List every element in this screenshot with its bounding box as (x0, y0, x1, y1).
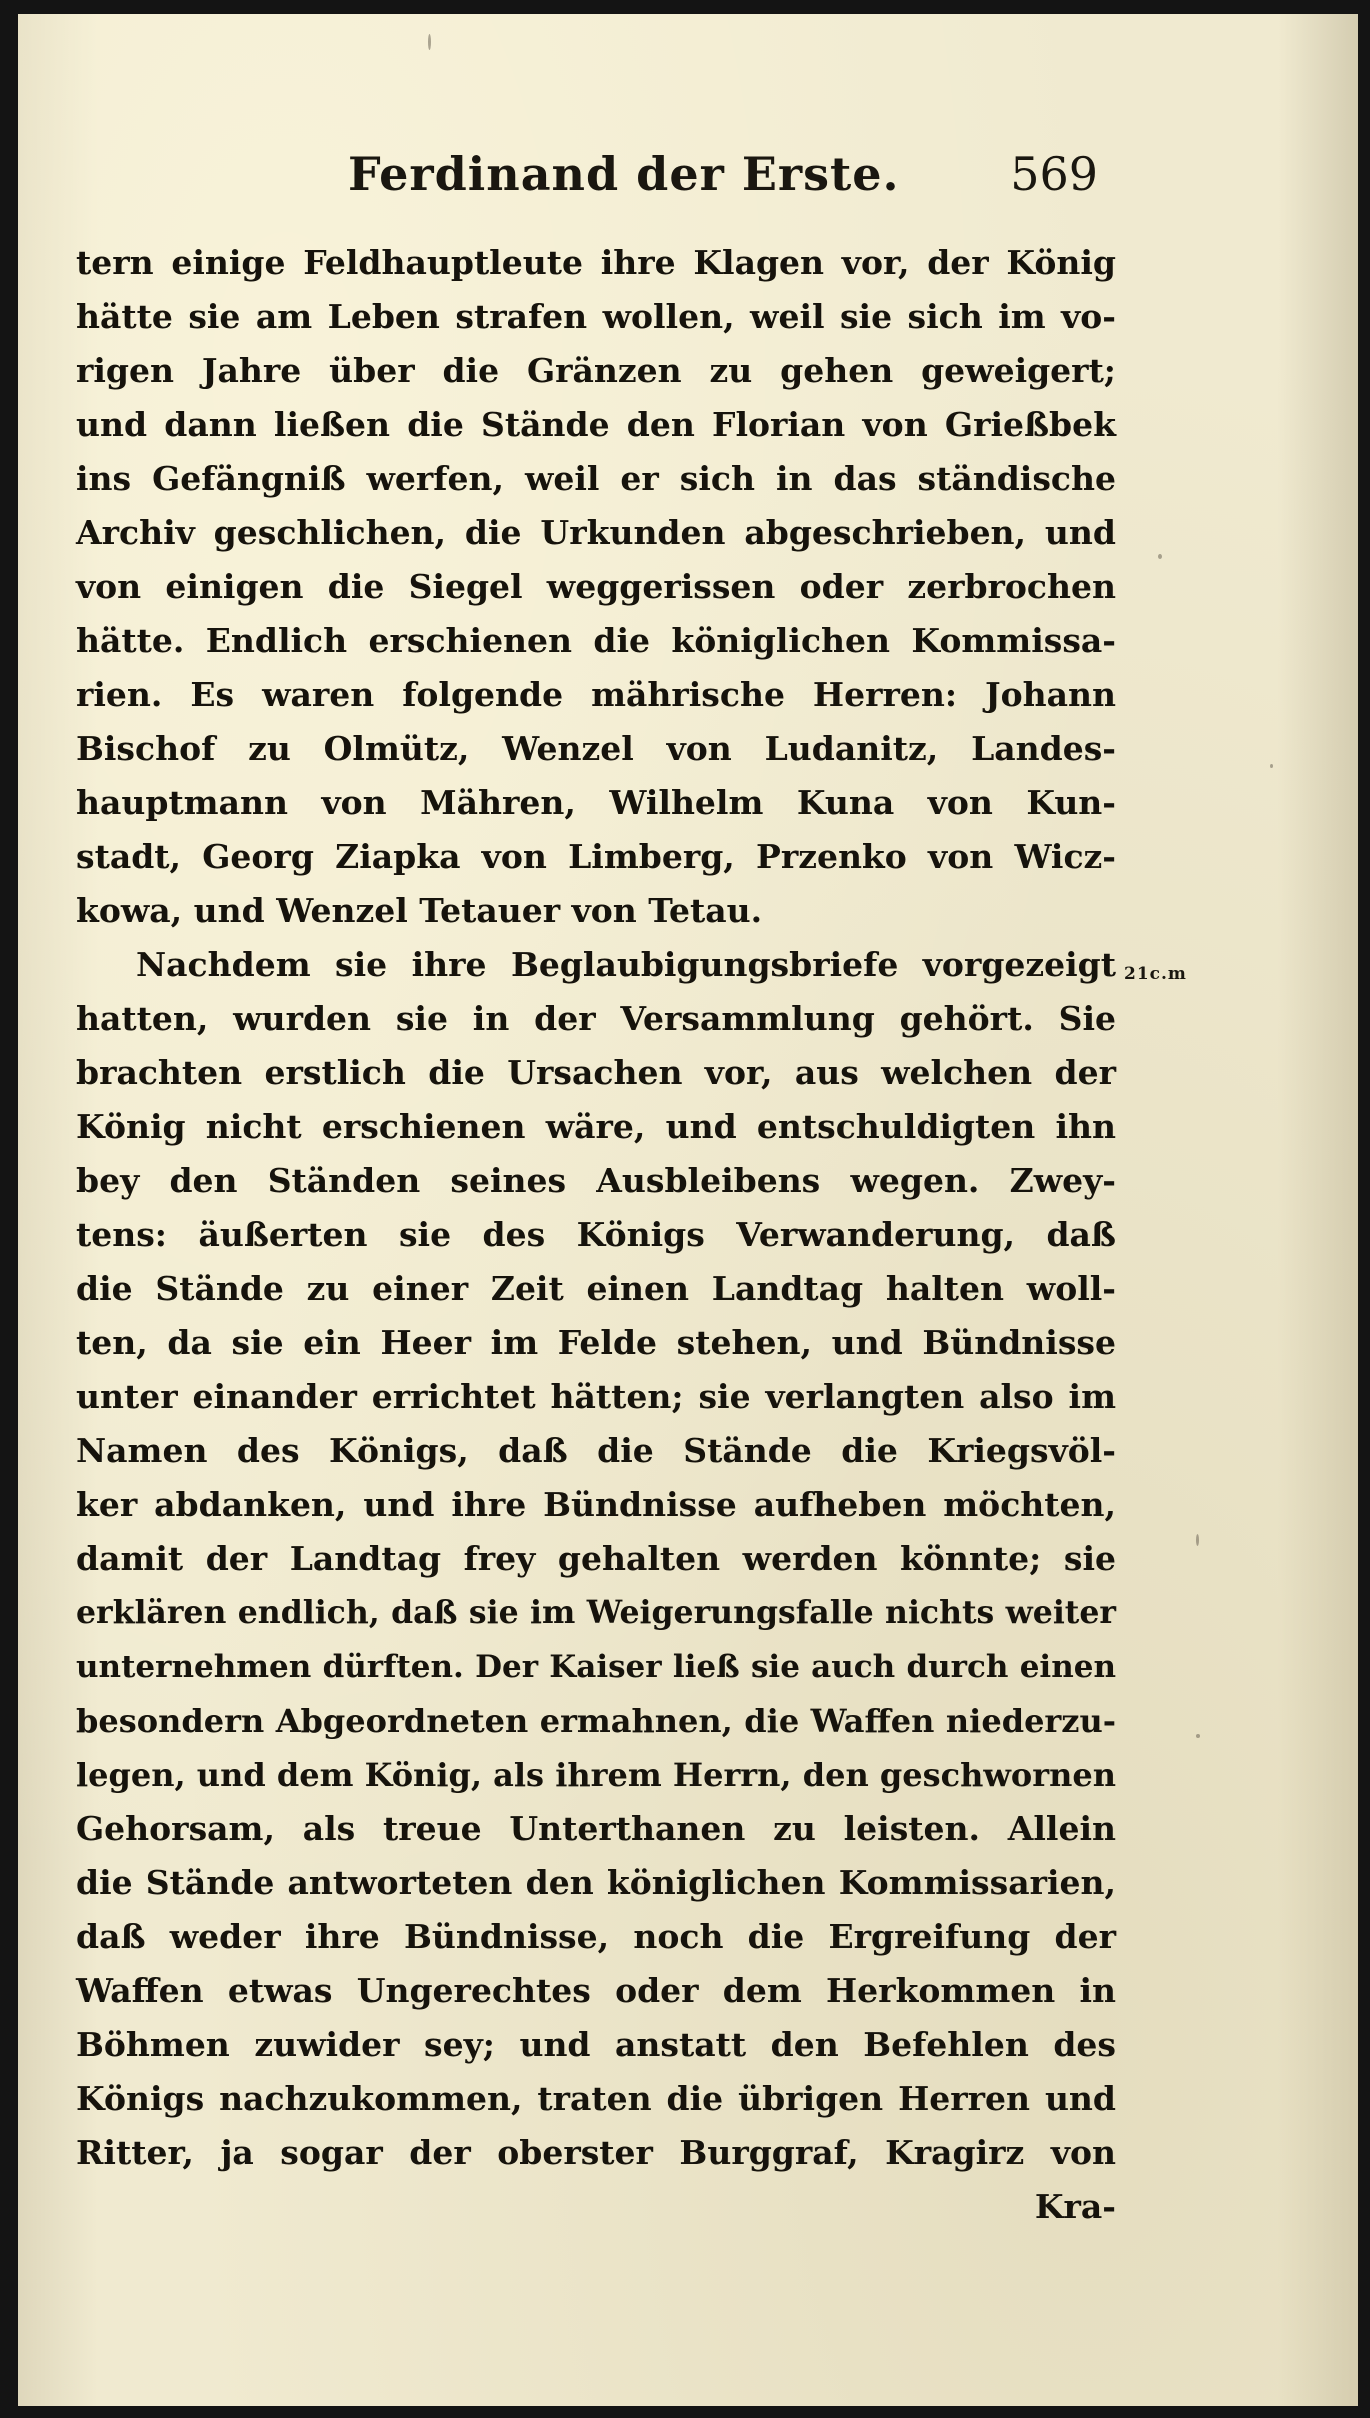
paper-speck (1196, 1734, 1200, 1738)
text-line: ten, da sie ein Heer im Felde stehen, und Bündnisse (76, 1323, 1116, 1362)
paper-speck (1158, 554, 1162, 559)
text-line: König nicht erschienen wäre, und entschuldigten ihn (76, 1107, 1116, 1146)
text-line: Königs nachzukommen, traten die übrigen Herren und (76, 2079, 1116, 2118)
text-line: Gehorsam, als treue Unterthanen zu leisten. Allein (76, 1809, 1116, 1848)
paper-speck (428, 34, 431, 50)
text-line: hätte. Endlich erschienen die königlichen Kommissa- (76, 621, 1116, 660)
text-line: hätte sie am Leben strafen wollen, weil sie sich im vo- (76, 297, 1116, 336)
text-line: ins Gefängniß werfen, weil er sich in das ständische (76, 459, 1116, 498)
text-line: tern einige Feldhauptleute ihre Klagen vor, der König (76, 243, 1116, 282)
text-line: und dann ließen die Stände den Florian von Grießbek (76, 405, 1116, 444)
text-line: Archiv geschlichen, die Urkunden abgeschrieben, und (76, 513, 1116, 552)
page-number: 569 (1010, 147, 1098, 201)
text-line: Waffen etwas Ungerechtes oder dem Herkommen in (76, 1971, 1116, 2010)
text-line: Kra- (1034, 2187, 1116, 2226)
margin-note: 21c.m (1124, 964, 1187, 984)
page-header (328, 134, 1098, 214)
text-line: von einigen die Siegel weggerissen oder zerbrochen (76, 567, 1116, 606)
text-line: rien. Es waren folgende mährische Herren: Johann (76, 675, 1116, 714)
text-line: kowa, und Wenzel Tetauer von Tetau. (76, 891, 763, 930)
text-line: die Stände zu einer Zeit einen Landtag halten woll- (76, 1269, 1116, 1308)
paper-speck (1270, 764, 1273, 768)
text-line: hatten, wurden sie in der Versammlung gehört. Sie (76, 999, 1116, 1038)
text-line: die Stände antworteten den königlichen Kommissarien, (76, 1863, 1116, 1902)
text-line: rigen Jahre über die Gränzen zu gehen geweigert; (76, 351, 1116, 390)
text-line: Nachdem sie ihre Beglaubigungsbriefe vorgezeigt (136, 945, 1116, 984)
text-line: daß weder ihre Bündnisse, noch die Ergreifung der (76, 1917, 1116, 1956)
text-line: stadt, Georg Ziapka von Limberg, Przenko von Wicz- (76, 837, 1116, 876)
text-line: erklären endlich, daß sie im Weigerungsfalle nichts weiter (76, 1594, 1116, 1631)
paper-speck (1196, 1534, 1199, 1546)
running-title: Ferdinand der Erste. (348, 147, 900, 201)
text-line: unternehmen dürften. Der Kaiser ließ sie auch durch einen (76, 1649, 1116, 1685)
text-line: unter einander errichtet hätten; sie verlangten also im (76, 1377, 1116, 1416)
text-line: legen, und dem König, als ihrem Herrn, den geschwornen (76, 1756, 1116, 1794)
text-line: hauptmann von Mähren, Wilhelm Kuna von Kun- (76, 783, 1116, 822)
text-line: Namen des Königs, daß die Stände die Kriegsvöl- (76, 1431, 1116, 1470)
text-line: besondern Abgeordneten ermahnen, die Waffen niederzu- (76, 1702, 1116, 1740)
text-line: Bischof zu Olmütz, Wenzel von Ludanitz, Landes- (76, 729, 1116, 768)
book-page (18, 14, 1358, 2406)
text-line: Ritter, ja sogar der oberster Burggraf, Kragirz von (76, 2133, 1116, 2172)
text-line: ker abdanken, und ihre Bündnisse aufheben möchten, (76, 1485, 1116, 1524)
body-text (76, 236, 1116, 2234)
text-line: Böhmen zuwider sey; und anstatt den Befehlen des (76, 2025, 1116, 2064)
text-line: tens: äußerten sie des Königs Verwanderung, daß (76, 1215, 1116, 1254)
text-line: damit der Landtag frey gehalten werden könnte; sie (76, 1539, 1116, 1578)
text-line: brachten erstlich die Ursachen vor, aus welchen der (76, 1053, 1116, 1092)
text-line: bey den Ständen seines Ausbleibens wegen. Zwey- (76, 1161, 1116, 1200)
